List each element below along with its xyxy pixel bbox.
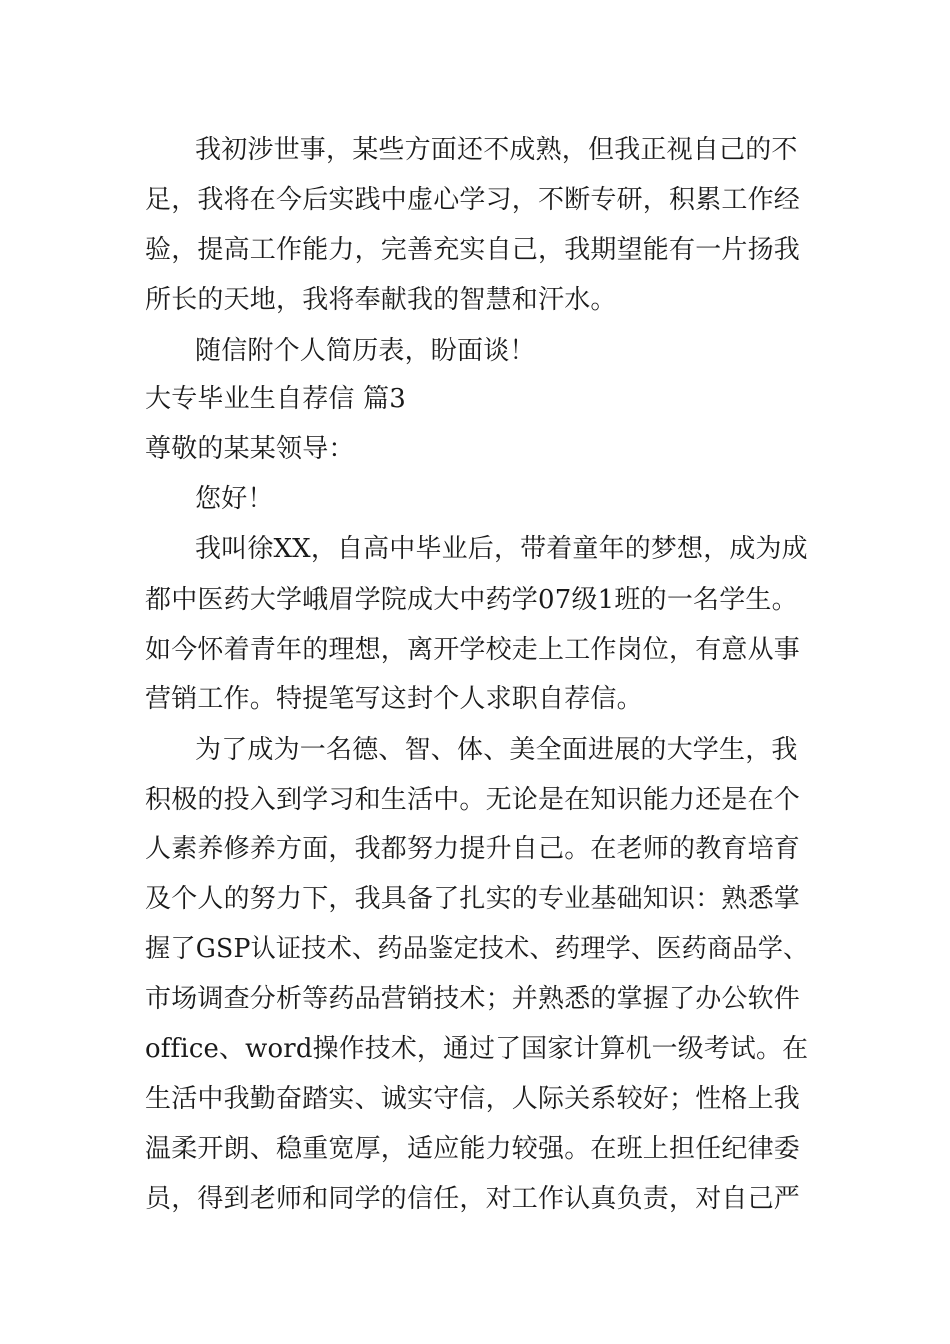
paragraph-line: 验，提高工作能力，完善充实自己，我期望能有一片扬我 [145,235,801,265]
paragraph-line: 营销工作。特提笔写这封个人求职自荐信。 [145,684,643,714]
paragraph-line: 为了成为一名德、智、体、美全面进展的大学生，我 [195,735,798,765]
salutation: 尊敬的某某领导： [145,434,355,464]
paragraph-line: 市场调查分析等药品营销技术；并熟悉的掌握了办公软件 [145,984,801,1014]
paragraph-line: 随信附个人简历表，盼面谈！ [195,336,536,366]
section-heading: 大专毕业生自荐信 篇3 [145,384,407,414]
paragraph-line: office、word操作技术，通过了国家计算机一级考试。在 [145,1034,809,1064]
paragraph-line: 所长的天地，我将奉献我的智慧和汗水。 [145,285,617,315]
paragraph-line: 我叫徐XX，自高中毕业后，带着童年的梦想，成为成 [195,534,808,564]
paragraph-line: 足，我将在今后实践中虚心学习，不断专研，积累工作经 [145,185,801,215]
paragraph-line: 及个人的努力下，我具备了扎实的专业基础知识：熟悉掌 [145,884,801,914]
greeting: 您好！ [195,484,274,514]
paragraph-line: 我初涉世事，某些方面还不成熟，但我正视自己的不 [195,135,798,165]
paragraph-line: 如今怀着青年的理想，离开学校走上工作岗位，有意从事 [145,635,801,665]
paragraph-line: 员，得到老师和同学的信任，对工作认真负责，对自己严 [145,1184,801,1214]
paragraph-line: 人素养修养方面，我都努力提升自己。在老师的教育培育 [145,834,801,864]
paragraph-line: 握了GSP认证技术、药品鉴定技术、药理学、医药商品学、 [145,934,809,964]
paragraph-line: 生活中我勤奋踏实、诚实守信，人际关系较好；性格上我 [145,1084,801,1114]
paragraph-line: 温柔开朗、稳重宽厚，适应能力较强。在班上担任纪律委 [145,1134,801,1164]
paragraph-line: 积极的投入到学习和生活中。无论是在知识能力还是在个 [145,785,801,815]
paragraph-line: 都中医药大学峨眉学院成大中药学07级1班的一名学生。 [145,585,798,615]
